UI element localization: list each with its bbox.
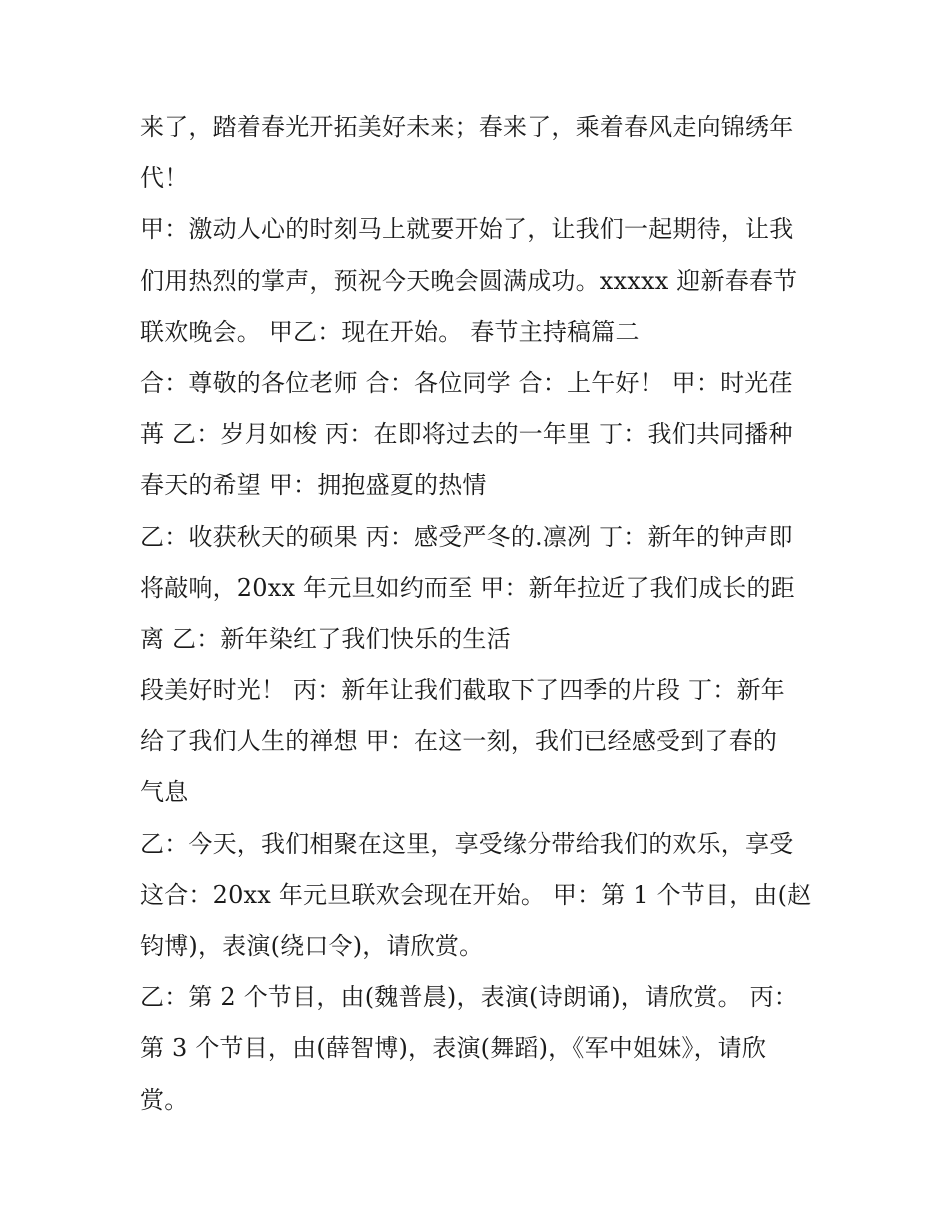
text-line: 乙：今天，我们相聚在这里，享受缘分带给我们的欢乐，享受 bbox=[140, 829, 794, 858]
text-line: 来了，踏着春光开拓美好未来；春来了，乘着春风走向锦绣年 bbox=[140, 113, 794, 141]
document-body bbox=[140, 102, 820, 1126]
text-line: 合：尊敬的各位老师 合：各位同学 合：上午好！ 甲：时光荏 bbox=[140, 368, 793, 397]
text-line: 甲：激动人心的时刻马上就要开始了，让我们一起期待，让我 bbox=[140, 215, 794, 244]
text-line: 乙：收获秋天的硕果 丙：感受严冬的.凛冽 丁：新年的钟声即 bbox=[140, 522, 793, 551]
text-line: 联欢晚会。 甲乙：现在开始。 春节主持稿篇二 bbox=[140, 317, 640, 346]
text-line: 将敲响，20xx 年元旦如约而至 甲：新年拉近了我们成长的距 bbox=[140, 573, 795, 602]
text-line: 赏。 bbox=[140, 1085, 189, 1114]
text-line: 段美好时光！ 丙：新年让我们截取下了四季的片段 丁：新年 bbox=[140, 676, 785, 705]
text-line: 钧博)，表演(绕口令)，请欣赏。 bbox=[140, 932, 484, 960]
text-line: 乙：第 2 个节目，由(魏普晨)，表演(诗朗诵)，请欣赏。 丙： bbox=[140, 983, 799, 1012]
text-line: 苒 乙：岁月如梭 丙：在即将过去的一年里 丁：我们共同播种 bbox=[140, 420, 793, 449]
text-line: 这合：20xx 年元旦联欢会现在开始。 甲：第 1 个节目，由(赵 bbox=[140, 880, 812, 909]
text-line: 代！ bbox=[140, 164, 189, 193]
text-line: 们用热烈的掌声，预祝今天晚会圆满成功。xxxxx 迎新春春节 bbox=[140, 266, 798, 295]
text-line: 春天的希望 甲：拥抱盛夏的热情 bbox=[140, 471, 487, 500]
text-line: 离 乙：新年染红了我们快乐的生活 bbox=[140, 624, 511, 653]
text-line: 第 3 个节目，由(薛智博)，表演(舞蹈)，《军中姐妹》，请欣 bbox=[140, 1034, 767, 1063]
text-line: 给了我们人生的禅想 甲：在这一刻，我们已经感受到了春的 bbox=[140, 727, 778, 756]
text-line: 气息 bbox=[140, 778, 189, 807]
